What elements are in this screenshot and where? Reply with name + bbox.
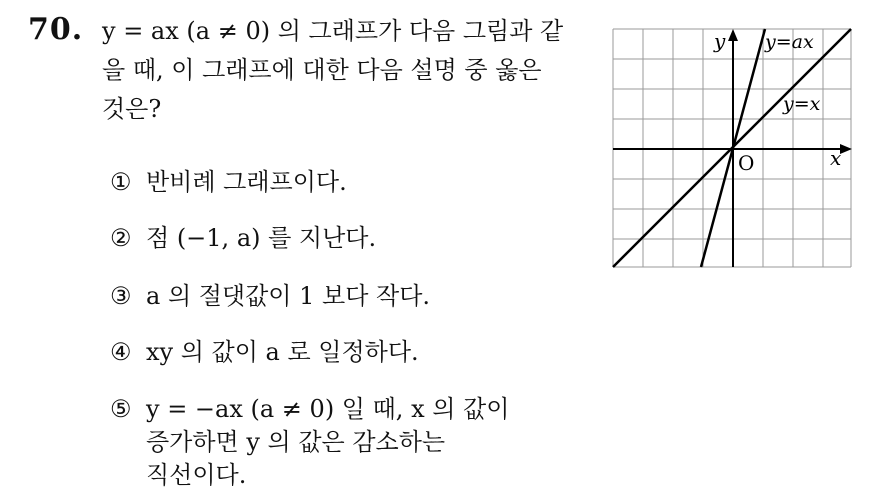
choice-marker: ②	[110, 224, 132, 252]
graph-figure	[600, 20, 860, 280]
choice-2[interactable]	[110, 222, 376, 255]
choice-marker: ④	[110, 338, 132, 366]
choice-text: a 의 절댓값이 1 보다 작다.	[146, 282, 431, 310]
choice-1[interactable]	[110, 166, 347, 199]
choice-text: 반비례 그래프이다.	[146, 168, 347, 196]
choice-3[interactable]	[110, 280, 430, 313]
choice-5[interactable]	[110, 393, 509, 492]
line-ax-label: y=ax	[765, 31, 814, 53]
x-axis-label: x	[830, 146, 842, 170]
choice-text: xy 의 값이 a 로 일정하다.	[146, 338, 419, 366]
choice-marker: ⑤	[110, 395, 132, 423]
choice-text-continued: 직선이다.	[146, 461, 247, 489]
choice-4[interactable]	[110, 336, 419, 369]
stem-line: 을 때, 이 그래프에 대한 다음 설명 중 옳은	[102, 56, 542, 84]
choice-text-continued: 증가하면 y 의 값은 감소하는	[146, 428, 446, 456]
x-axis-arrow-icon	[840, 144, 852, 154]
y-axis-label: y	[714, 29, 726, 53]
choice-text: y = −ax (a ≠ 0) 일 때, x 의 값이	[146, 395, 510, 423]
origin-label: O	[738, 151, 755, 175]
line-x-label: y=x	[783, 93, 821, 115]
question-stem	[102, 12, 588, 129]
choice-marker: ③	[110, 282, 132, 310]
stem-line: y = ax (a ≠ 0) 의 그래프가 다음 그림과 같	[102, 17, 564, 45]
stem-line: 것은?	[102, 95, 162, 123]
choice-text: 점 (−1, a) 를 지난다.	[146, 224, 377, 252]
choice-marker: ①	[110, 168, 132, 196]
question-number: 70.	[28, 12, 84, 47]
y-axis-arrow-icon	[728, 29, 738, 41]
